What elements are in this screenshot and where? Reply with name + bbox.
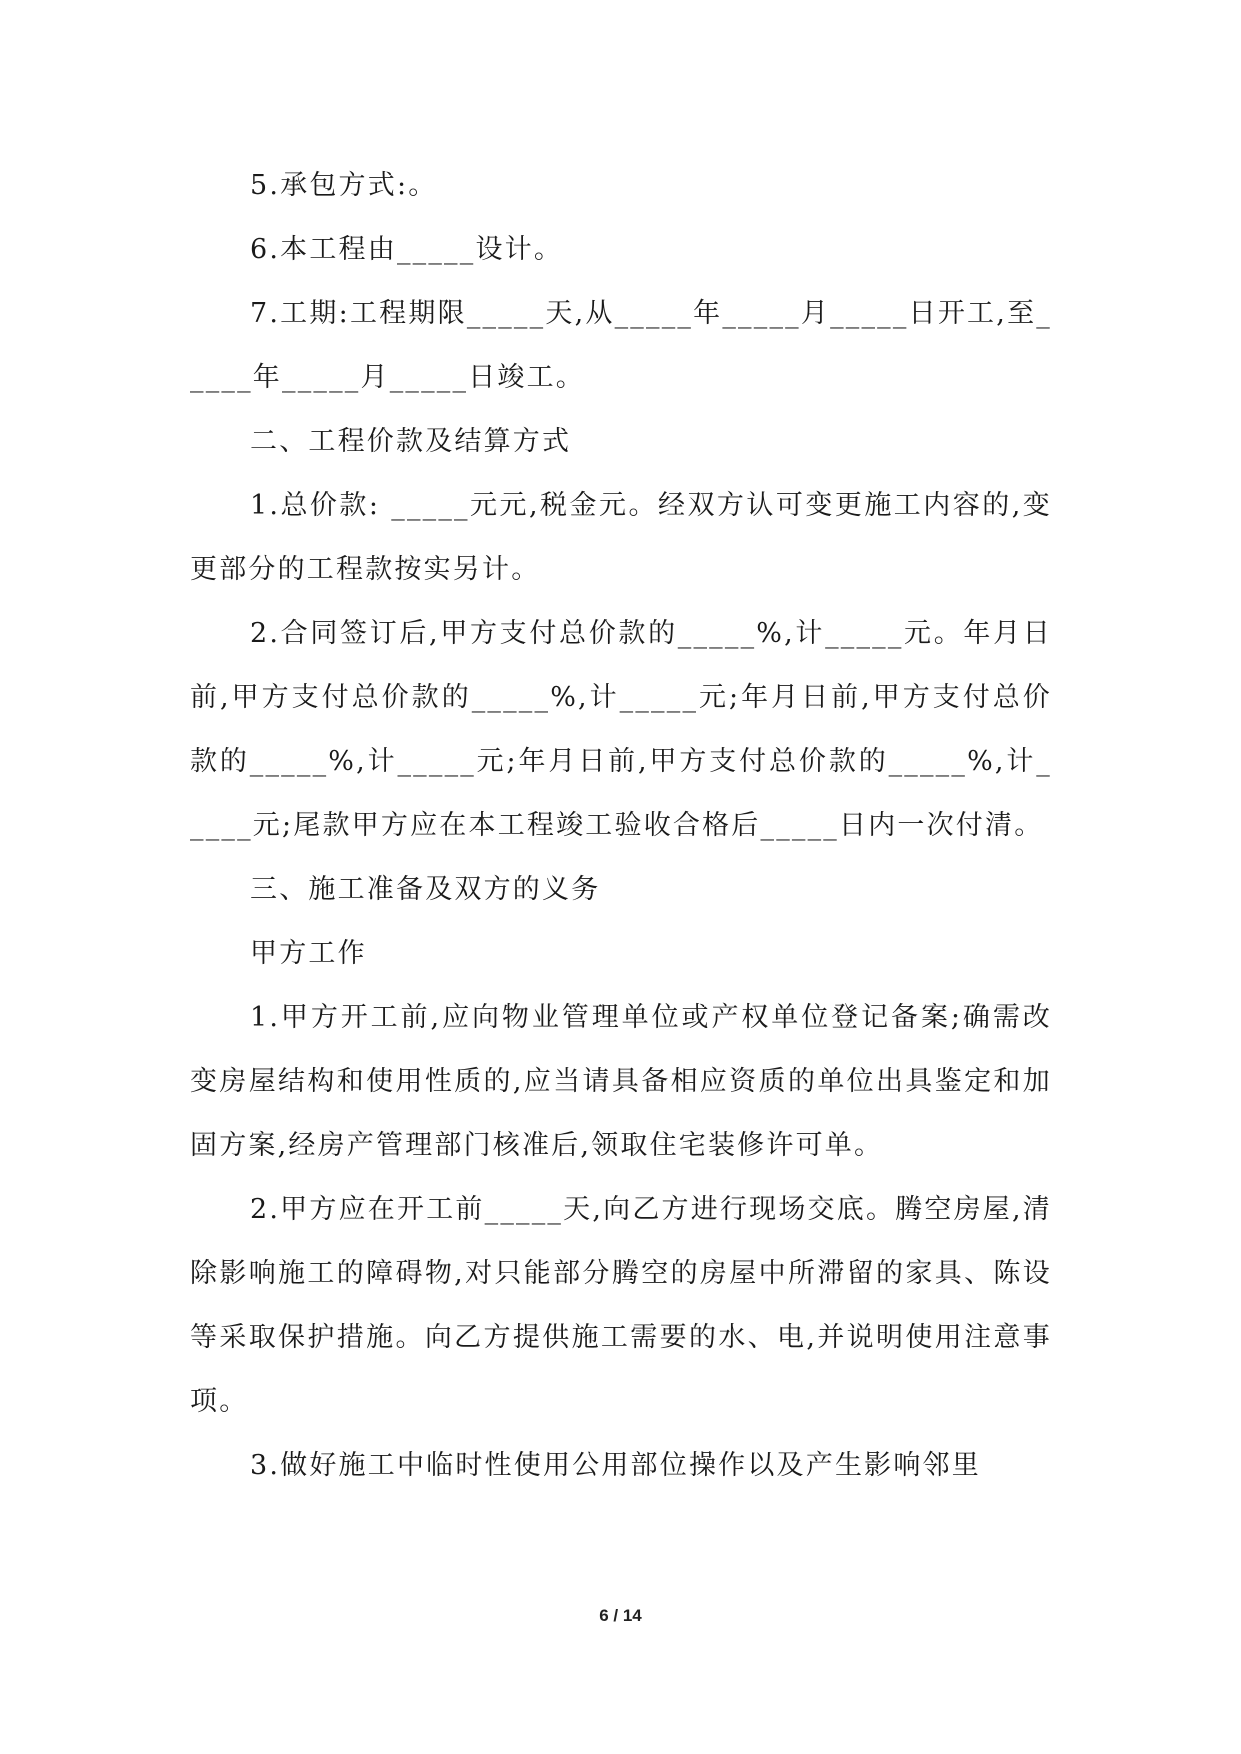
paragraph-schedule: 7.工期:工程期限_____天,从_____年_____月_____日开工,至_____年_____月_____日竣工。 (190, 298, 1052, 393)
paragraph-registration: 1.甲方开工前,应向物业管理单位或产权单位登记备案;确需改变房屋结构和使用性质的,应当请具备相应资质的单位出具鉴定和加固方案,经房产管理部门核准后,领取住宅装修许可单。 (190, 1002, 1052, 1161)
subheading-party-a-work: 甲方工作 (250, 938, 367, 969)
paragraph-contract-method: 5.承包方式:。 (250, 170, 438, 201)
page-number: 6 / 14 (599, 1606, 642, 1625)
section-heading-preparation: 三、施工准备及双方的义务 (250, 874, 601, 905)
document-body (190, 154, 1052, 1498)
section-heading-price: 二、工程价款及结算方式 (250, 426, 572, 457)
paragraph-payment-schedule: 2.合同签订后,甲方支付总价款的_____%,计_____元。年月日前,甲方支付总价款的_____%,计_____元;年月日前,甲方支付总价款的_____%,计_____元;年月日前,甲方支付总价款的_____%,计_____元;尾款甲方应在本工程竣工验收合格后_____日内一次付清。 (190, 618, 1052, 841)
paragraph-total-price: 1.总价款: _____元元,税金元。经双方认可变更施工内容的,变更部分的工程款按实另计。 (190, 490, 1052, 585)
paragraph-public-areas: 3.做好施工中临时性使用公用部位操作以及产生影响邻里 (250, 1450, 981, 1481)
paragraph-site-handover: 2.甲方应在开工前_____天,向乙方进行现场交底。腾空房屋,清除影响施工的障碍物,对只能部分腾空的房屋中所滞留的家具、陈设等采取保护措施。向乙方提供施工需要的水、电,并说明使用注意事项。 (190, 1194, 1052, 1417)
paragraph-design: 6.本工程由_____设计。 (250, 234, 564, 265)
